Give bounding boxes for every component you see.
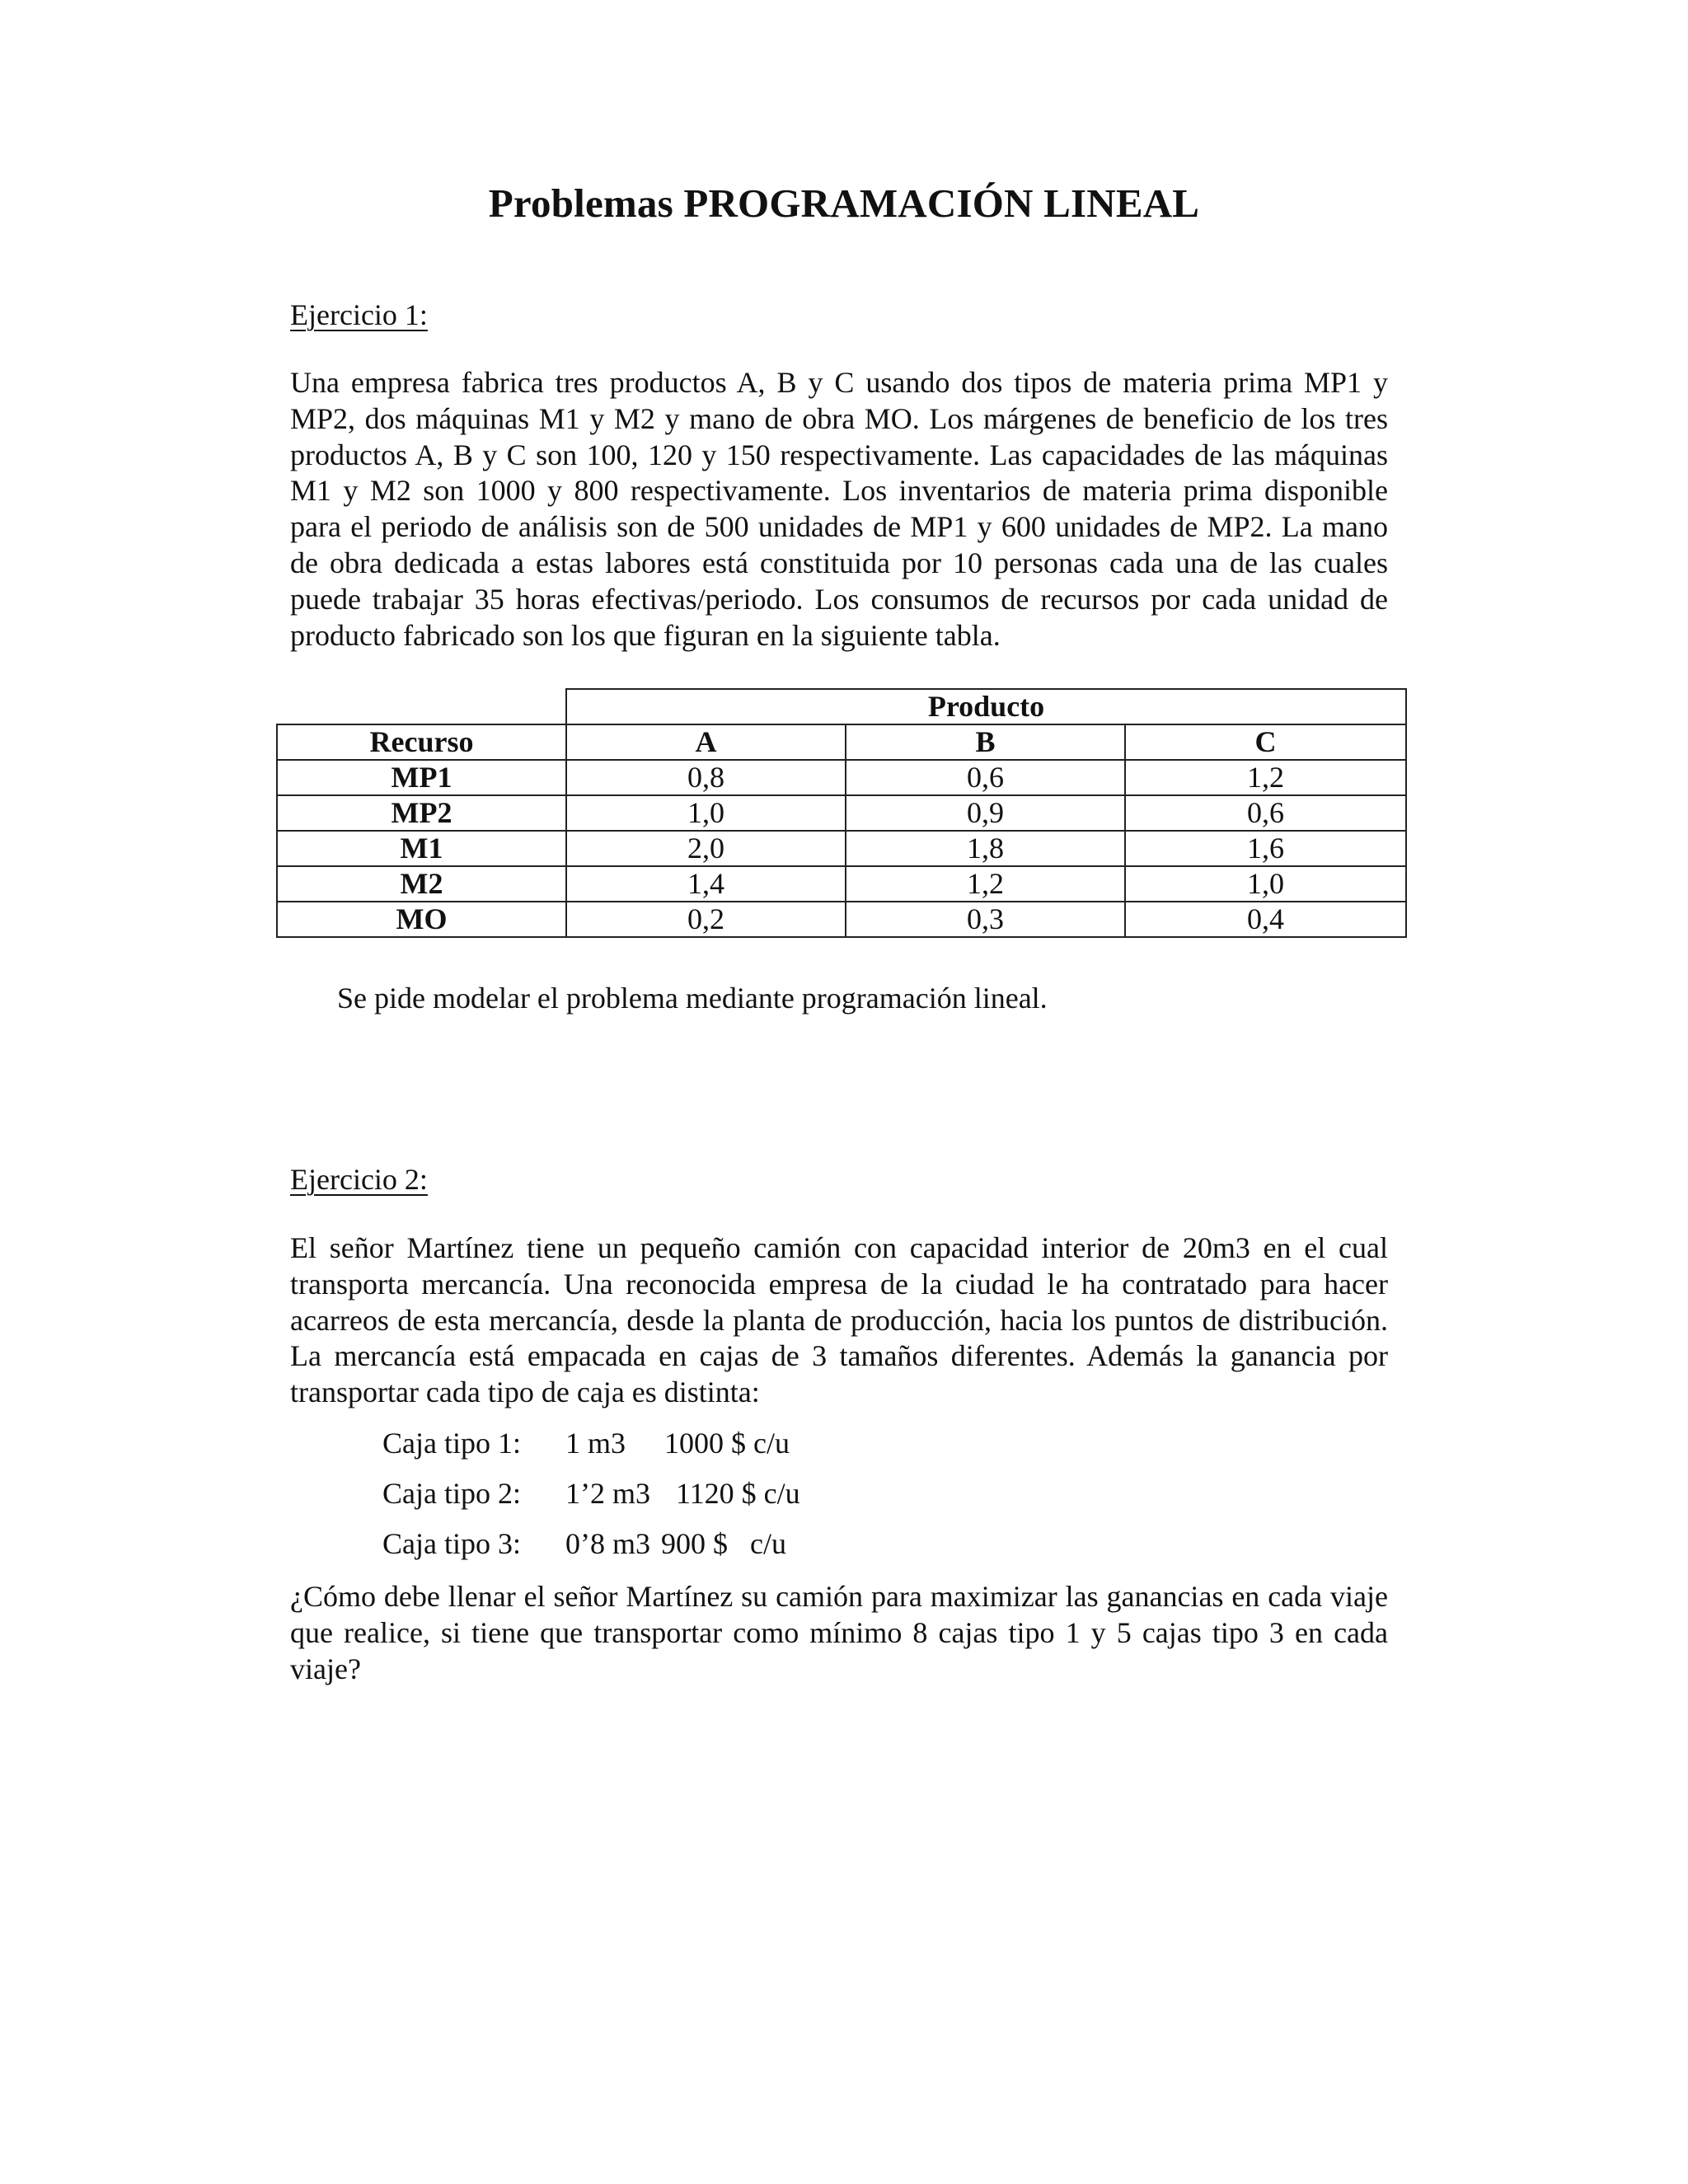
box-type-volume: 1’2 m3 bbox=[565, 1477, 650, 1510]
box-type-label: Caja tipo 1: bbox=[382, 1427, 521, 1460]
box-type-label: Caja tipo 3: bbox=[382, 1527, 521, 1560]
resource-table bbox=[276, 688, 1407, 938]
resource-label: MP1 bbox=[277, 760, 566, 795]
table-group-header-row bbox=[277, 689, 1406, 724]
exercise-2-question: ¿Cómo debe llenar el señor Martínez su camión para maximizar las ganancias en cada viaje que realice, si tiene que transportar como mínimo 8 cajas tipo 1 y 5 cajas tipo 3 en cada viaje? bbox=[290, 1580, 1388, 1685]
box-type-price: 1000 $ c/u bbox=[664, 1427, 790, 1460]
box-type-price: 1120 $ c/u bbox=[676, 1477, 800, 1510]
table-cell: 1,6 bbox=[1125, 831, 1406, 866]
table-cell: 0,2 bbox=[566, 902, 846, 937]
table-column-header-a: A bbox=[566, 724, 846, 760]
table-row-header: Recurso bbox=[277, 724, 566, 760]
table-row bbox=[277, 902, 1406, 937]
resource-label: M2 bbox=[277, 866, 566, 902]
table-cell: 0,6 bbox=[1125, 795, 1406, 831]
exercise-1-paragraph: Una empresa fabrica tres productos A, B y C usando dos tipos de materia prima MP1 y MP2, dos máquinas M1 y M2 y mano de obra MO. Los márgenes de beneficio de los tres productos A, B y C son 100, 120 y 150 respectivamente. Las capacidades de las máquinas M1 y M2 son 1000 y 800 respectivamente. Los inventarios de materia prima disponible para el periodo de análisis son de 500 unidades de MP1 y 600 unidades de MP2. La mano de obra dedicada a estas labores está constituida por 10 personas cada una de las cuales puede trabajar 35 horas efectivas/periodo. Los consumos de recursos por cada unidad de producto fabricado son los que figuran en la siguiente tabla. bbox=[290, 366, 1388, 652]
table-cell: 1,4 bbox=[566, 866, 846, 902]
page-title: Problemas PROGRAMACIÓN LINEAL bbox=[488, 180, 1200, 226]
box-type-volume: 0’8 m3 bbox=[565, 1527, 650, 1560]
resource-label: M1 bbox=[277, 831, 566, 866]
box-type-label: Caja tipo 2: bbox=[382, 1477, 521, 1510]
table-cell: 1,0 bbox=[1125, 866, 1406, 902]
table-cell: 0,9 bbox=[846, 795, 1125, 831]
table-header-row bbox=[277, 724, 1406, 760]
table-row bbox=[277, 795, 1406, 831]
table-cell: 0,3 bbox=[846, 902, 1125, 937]
table-corner-cell bbox=[277, 689, 566, 724]
table-cell: 0,8 bbox=[566, 760, 846, 795]
table-column-header-c: C bbox=[1125, 724, 1406, 760]
resource-label: MP2 bbox=[277, 795, 566, 831]
box-type-price: 900 $ c/u bbox=[661, 1527, 786, 1560]
table-group-header: Producto bbox=[566, 689, 1406, 724]
table-column-header-b: B bbox=[846, 724, 1125, 760]
exercise-2-paragraph: El señor Martínez tiene un pequeño camión con capacidad interior de 20m3 en el cual transporta mercancía. Una reconocida empresa de la ciudad le ha contratado para hacer acarreos de esta mercancía, desde la planta de producción, hacia los puntos de distribución. La mercancía está empacada en cajas de 3 tamaños diferentes. Además la ganancia por transportar cada tipo de caja es distinta: bbox=[290, 1231, 1388, 1409]
exercise-2-heading: Ejercicio 2: bbox=[290, 1163, 428, 1196]
table-cell: 1,8 bbox=[846, 831, 1125, 866]
box-type-volume: 1 m3 bbox=[565, 1427, 626, 1460]
table-cell: 0,6 bbox=[846, 760, 1125, 795]
table-cell: 2,0 bbox=[566, 831, 846, 866]
exercise-1-heading: Ejercicio 1: bbox=[290, 298, 428, 331]
exercise-1-request: Se pide modelar el problema mediante programación lineal. bbox=[337, 982, 1048, 1015]
table-cell: 1,2 bbox=[846, 866, 1125, 902]
table-row bbox=[277, 866, 1406, 902]
resource-label: MO bbox=[277, 902, 566, 937]
table-row bbox=[277, 831, 1406, 866]
table-cell: 1,0 bbox=[566, 795, 846, 831]
table-row bbox=[277, 760, 1406, 795]
table-cell: 0,4 bbox=[1125, 902, 1406, 937]
table-cell: 1,2 bbox=[1125, 760, 1406, 795]
